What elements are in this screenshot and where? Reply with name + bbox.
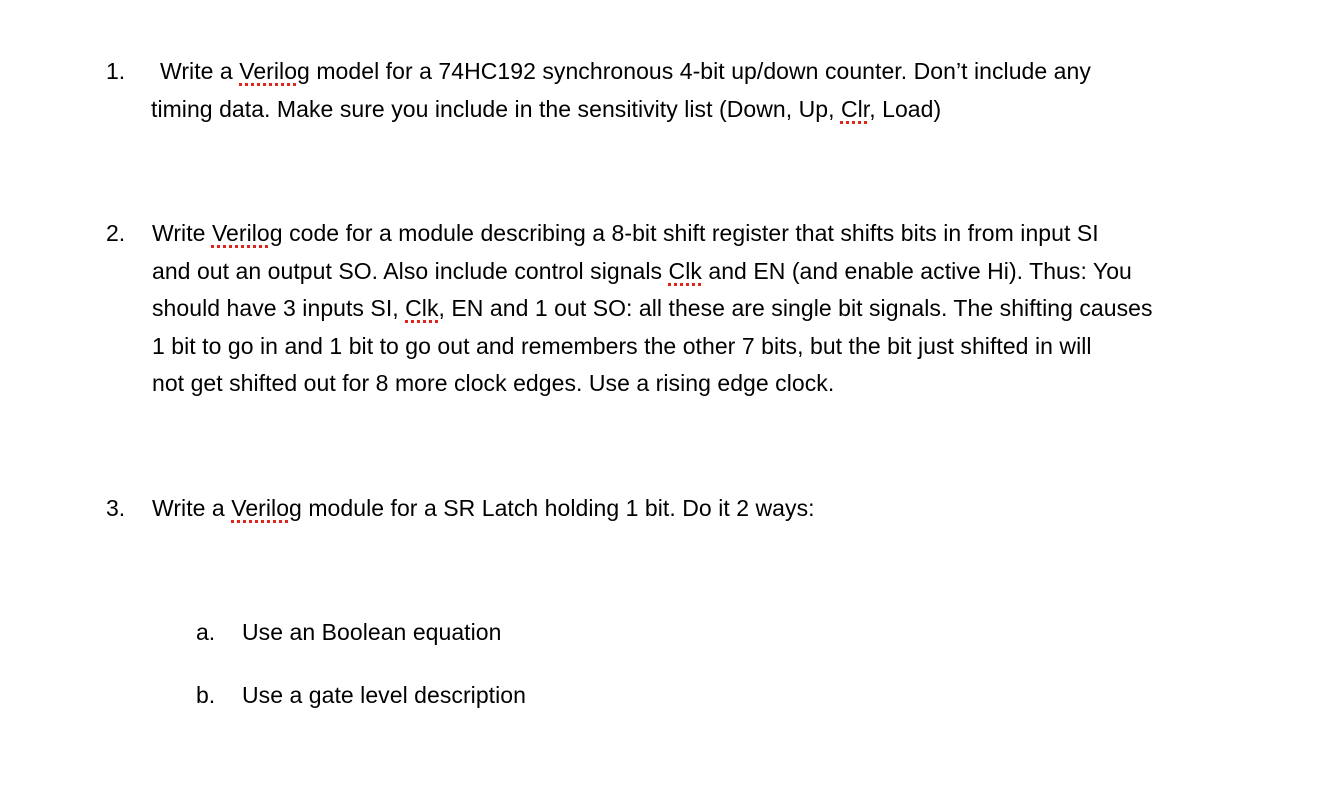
question-2-number: 2. bbox=[106, 220, 126, 246]
q2-l2-text-a: and out an output SO. Also include control signals bbox=[152, 257, 669, 284]
q1-l2-text-a: timing data. Make sure you include in the sensitivity list (Down, Up, bbox=[151, 95, 841, 122]
q1-spellcheck-word-2: Clr bbox=[840, 95, 870, 122]
q2-spellcheck-word-3: Clk bbox=[405, 295, 439, 321]
question-2-line-1 bbox=[152, 215, 1252, 253]
subitem-a-line: Use an Boolean equation bbox=[242, 619, 502, 645]
q2-spellcheck-word: Verilog bbox=[211, 220, 283, 246]
q3-spellcheck-word: Verilog bbox=[231, 495, 302, 521]
q3-l1-text-a: Write a bbox=[152, 495, 232, 521]
q2-l3-text-a: should have 3 inputs SI, bbox=[152, 295, 406, 321]
q2-l2-text-b: and EN (and enable active Hi). Thus: You bbox=[701, 257, 1132, 284]
q1-l1-text-a: Write a bbox=[160, 58, 240, 84]
question-1-line-1 bbox=[151, 53, 1251, 91]
question-2-line-3 bbox=[152, 290, 1252, 328]
q1-l1-text-b: model for a 74HC192 synchronous 4-bit up/down counter. Don’t include any bbox=[309, 58, 1091, 84]
question-1-line-2 bbox=[151, 91, 1251, 129]
question-2-line-5: not get shifted out for 8 more clock edges. Use a rising edge clock. bbox=[152, 370, 835, 396]
q1-spellcheck-word: Verilog bbox=[239, 58, 310, 84]
question-2-line-2 bbox=[152, 253, 1252, 291]
q2-l3-text-b: , EN and 1 out SO: all these are single bit signals. The shifting causes bbox=[438, 295, 1153, 321]
question-2-line-4: 1 bit to go in and 1 bit to go out and remembers the other 7 bits, but the bit just shifted in will bbox=[152, 332, 1092, 359]
q2-l1-text-b: code for a module describing a 8-bit shift register that shifts bits in from input SI bbox=[282, 220, 1099, 246]
subitem-b-text bbox=[242, 677, 526, 715]
subitem-b-line: Use a gate level description bbox=[242, 682, 526, 708]
subitem-a-text bbox=[242, 614, 501, 652]
question-3-line-1 bbox=[152, 490, 1252, 528]
q2-l1-text-a: Write bbox=[152, 220, 212, 246]
q2-spellcheck-word-2: Clk bbox=[668, 257, 702, 284]
q1-l2-text-b: , Load) bbox=[869, 95, 942, 122]
question-2-text bbox=[152, 215, 1252, 403]
question-1-number: 1. bbox=[106, 58, 126, 84]
question-3-number: 3. bbox=[106, 495, 126, 521]
question-1-text bbox=[151, 53, 1251, 128]
subitem-b-letter: b. bbox=[196, 682, 216, 708]
question-3-text bbox=[152, 490, 1252, 528]
q3-l1-text-b: module for a SR Latch holding 1 bit. Do it 2 ways: bbox=[301, 495, 815, 521]
subitem-a-letter: a. bbox=[196, 619, 216, 645]
